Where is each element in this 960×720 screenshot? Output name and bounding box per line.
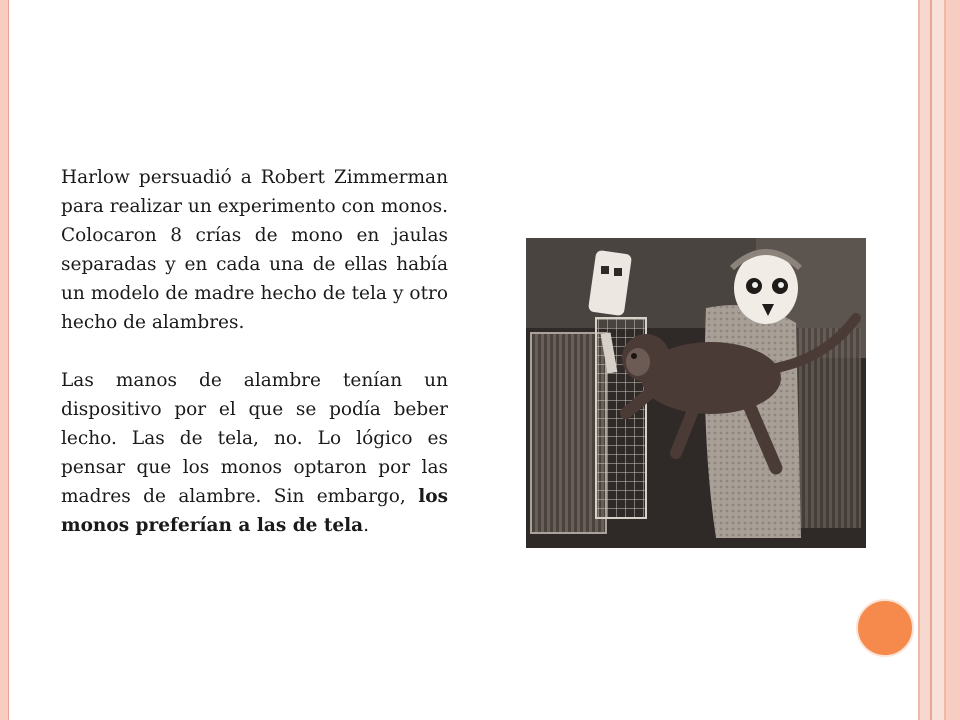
- left-border-line: [8, 0, 9, 720]
- right-stripe: [920, 0, 930, 720]
- paragraph-2-emphasis: los monos preferían a las de tela: [61, 486, 448, 536]
- monkey-experiment-photo: [526, 238, 866, 548]
- paragraph-2-lead: Las manos de alambre tenían un dispositivo por el que se podía beber lecho. Las de tela, no. Lo lógico es pensar que los monos optaron por las madres de alambre. Sin embargo,: [61, 370, 448, 507]
- paragraph-2-tail: .: [363, 515, 370, 536]
- right-stripe: [946, 0, 960, 720]
- right-stripe: [932, 0, 944, 720]
- paragraph-2: [61, 366, 448, 540]
- body-text: [61, 163, 448, 569]
- orange-circle-decoration: [856, 599, 914, 657]
- paragraph-1: Harlow persuadió a Robert Zimmerman para realizar un experimento con monos. Colocaron 8 crías de mono en jaulas separadas y en cada una de ellas había un modelo de madre hecho de tela y otro hecho de alambres.: [61, 167, 448, 333]
